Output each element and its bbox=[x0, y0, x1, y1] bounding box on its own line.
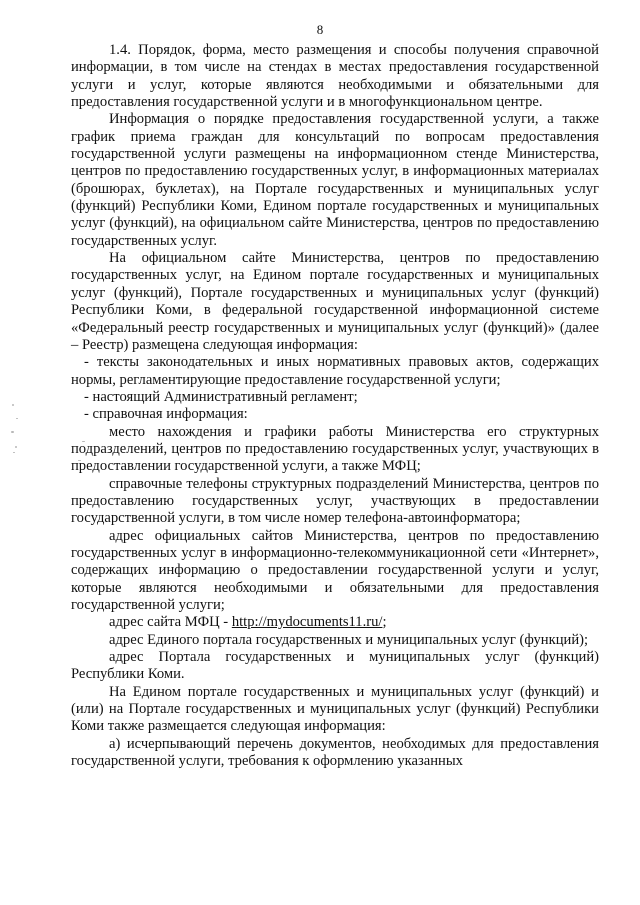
sub-list-item: адрес Единого портала государственных и муниципальных услуг (функций); bbox=[109, 631, 589, 648]
sub-list-item: справочные телефоны структурных подразделений Министерства, центров по предоставлению государственных услуг, участвующих в предоставлении государственной услуги, в том числе номер телефона-автоинформатора; bbox=[71, 475, 599, 527]
mfc-address-label: адрес сайта МФЦ - bbox=[109, 614, 232, 631]
margin-scan-mark bbox=[15, 446, 17, 448]
body-paragraph: На Едином портале государственных и муниципальных услуг (функций) и (или) на Портале государственных и муниципальных услуг (функций) Республики Коми также размещается следующая информация: bbox=[71, 683, 599, 735]
page-number: 8 bbox=[316, 22, 324, 37]
mfc-address-suffix: ; bbox=[382, 614, 387, 631]
body-paragraph: а) исчерпывающий перечень документов, необходимых для предоставления государственной услуги, требования к оформлению указанных bbox=[71, 735, 599, 770]
list-item: - тексты законодательных и иных нормативных правовых актов, содержащих нормы, регламентирующие предоставление государственной услуги; bbox=[71, 354, 599, 388]
list-item: - настоящий Административный регламент; bbox=[84, 388, 358, 405]
section-heading-paragraph: 1.4. Порядок, форма, место размещения и способы получения справочной информации, в том числе на стендах в местах предоставления государственной услуги и услуг, которые являются необходимыми и обязательными для предоставления государственной услуги и в многофункциональном центре. bbox=[71, 42, 599, 111]
sub-list-item: адрес официальных сайтов Министерства, центров по предоставлению государственных услуг в информационно-телекоммуникационной сети «Интернет», содержащих информацию о предоставлении государственной услуги и услуг, которые являются необходимыми и обязательными для предоставления государственной услуги; bbox=[71, 527, 599, 613]
margin-scan-mark bbox=[12, 404, 14, 406]
list-item: - справочная информация: bbox=[84, 406, 248, 423]
mfc-website-link[interactable]: http://mydocuments11.ru/ bbox=[231, 614, 383, 631]
margin-scan-mark bbox=[16, 418, 18, 419]
sub-list-item: место нахождения и графики работы Министерства его структурных подразделений, центров по предоставлению государственных услуг, участвующих в предоставлении государственной услуги, а также МФЦ; bbox=[71, 423, 599, 475]
body-paragraph: Информация о порядке предоставления государственной услуги, а также график приема граждан для консультаций по вопросам предоставления государственной услуги размещены на информационном стенде Министерства, центров по предоставлению государственных услуг, в информационных материалах (брошюрах, буклетах), на Портале государственных и муниципальных услуг (функций) Республики Коми, Едином портале государственных и муниципальных услуг (функций), на официальном сайте Министерства, центров по предоставлению государственных услуг. bbox=[71, 111, 599, 249]
margin-scan-mark bbox=[13, 452, 15, 453]
margin-scan-mark bbox=[11, 431, 14, 433]
sub-list-item: адрес Портала государственных и муниципальных услуг (функций) Республики Коми. bbox=[71, 649, 599, 683]
body-paragraph: На официальном сайте Министерства, центров по предоставлению государственных услуг, на Едином портале государственных и муниципальных услуг (функций), Портале государственных и муниципальных услуг (функций) Республики Коми, в федеральной государственной информационной системе «Федеральный реестр государственных и муниципальных услуг (функций)» (далее – Реестр) размещена следующая информация: bbox=[71, 250, 599, 353]
mfc-address-item bbox=[71, 614, 599, 631]
document-body bbox=[71, 42, 599, 770]
